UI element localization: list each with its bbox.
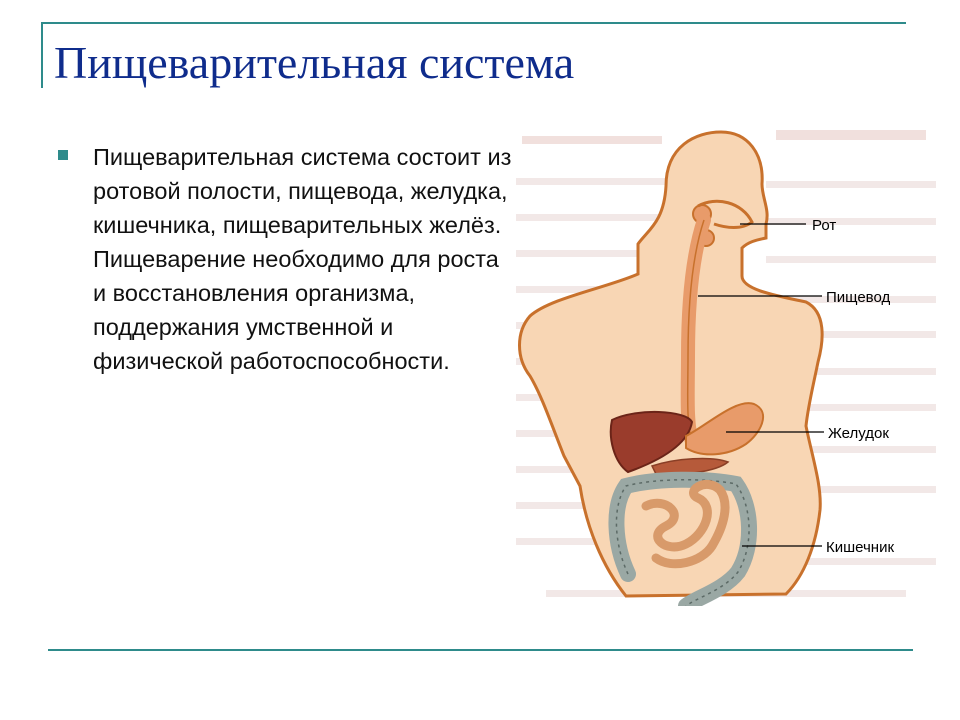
top-rule (41, 22, 906, 24)
slide-title: Пищеварительная система (54, 37, 575, 88)
left-rule (41, 22, 43, 88)
bullet-text: Пищеварительная система состоит из ротовой полости, пищевода, желудка, кишечника, пищеварительных желёз. Пищеварение необходимо для роста и восстановления организма, поддержания умственной и физической работоспособности. (93, 144, 512, 374)
esophagus-label: Пищевод (826, 289, 891, 306)
intestine-label: Кишечник (826, 539, 895, 556)
bottom-rule (48, 649, 913, 651)
digestive-system-figure (516, 126, 940, 606)
mouth-label: Рот (812, 217, 837, 234)
stomach-label: Желудок (828, 425, 889, 442)
bullet-square-icon (58, 150, 68, 160)
